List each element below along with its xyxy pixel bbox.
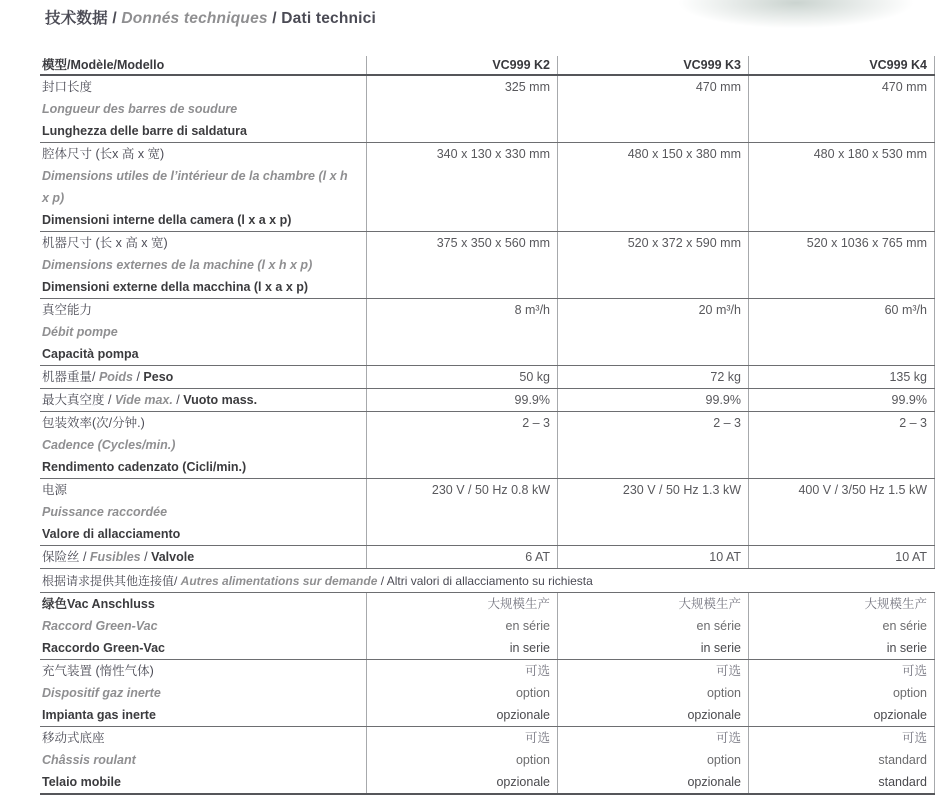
value-fr: option xyxy=(515,686,550,700)
value-text: 99.9% xyxy=(514,393,550,407)
value-fr: option xyxy=(706,686,741,700)
value-it: in serie xyxy=(509,641,550,655)
value-cell xyxy=(748,143,935,231)
value-zh: 可选 xyxy=(901,731,927,745)
value-text: 135 kg xyxy=(889,370,927,384)
label-part: Vuoto mass. xyxy=(183,393,258,407)
value-it: in serie xyxy=(886,641,927,655)
value-zh: 可选 xyxy=(715,731,741,745)
label-part: / xyxy=(140,550,152,564)
value-text: 8 m³/h xyxy=(514,303,550,317)
table-row xyxy=(40,389,935,412)
label-part: Peso xyxy=(143,370,174,384)
value-cell xyxy=(557,232,748,298)
value-cell xyxy=(748,232,935,298)
value-text: 2 – 3 xyxy=(713,416,741,430)
value-it: opzionale xyxy=(873,708,927,722)
value-zh: 大规模生产 xyxy=(678,597,741,611)
table-body xyxy=(40,76,935,795)
row-label-cell xyxy=(40,546,366,568)
value-cell xyxy=(366,232,557,298)
row-label-fr: Puissance raccordée xyxy=(42,505,168,519)
note-part: Altri valori di allacciamento su richiesta xyxy=(386,574,593,588)
value-cell xyxy=(366,389,557,411)
value-it: in serie xyxy=(700,641,741,655)
row-label-line xyxy=(42,547,358,567)
row-label-fr: Débit pompe xyxy=(42,325,118,339)
technical-data-table xyxy=(40,56,935,795)
row-label-zh: 电源 xyxy=(42,483,68,497)
row-label-cell xyxy=(40,366,366,388)
label-part: Poids xyxy=(98,370,133,384)
table-row xyxy=(40,593,935,660)
value-fr: option xyxy=(892,686,927,700)
value-fr: standard xyxy=(878,753,927,767)
value-fr: en série xyxy=(696,619,741,633)
value-text: 480 x 180 x 530 mm xyxy=(813,147,927,161)
value-text: 2 – 3 xyxy=(899,416,927,430)
value-text: 2 – 3 xyxy=(522,416,550,430)
value-cell xyxy=(557,727,748,793)
value-zh: 大规模生产 xyxy=(487,597,550,611)
table-row xyxy=(40,299,935,366)
value-cell xyxy=(557,143,748,231)
value-zh: 大规模生产 xyxy=(864,597,927,611)
value-text: 60 m³/h xyxy=(884,303,927,317)
note-part: / xyxy=(377,574,387,588)
table-row xyxy=(40,660,935,727)
value-cell xyxy=(366,660,557,726)
value-cell xyxy=(557,660,748,726)
row-label-it: Capacità pompa xyxy=(42,347,139,361)
row-label-zh: 绿色Vac Anschluss xyxy=(42,597,155,611)
row-label-it: Impianta gas inerte xyxy=(42,708,156,722)
value-text: 99.9% xyxy=(891,393,927,407)
label-part: 机器重量/ xyxy=(42,370,99,384)
value-cell xyxy=(557,389,748,411)
row-label-fr: Dimensions utiles de l’intérieur de la chambre (l x h x p) xyxy=(42,169,348,205)
row-label-zh: 封口长度 xyxy=(42,80,93,94)
value-cell xyxy=(557,479,748,545)
row-label-it: Rendimento cadenzato (Cicli/min.) xyxy=(42,460,247,474)
value-text: 6 AT xyxy=(525,550,550,564)
value-cell xyxy=(557,546,748,568)
value-text: 470 mm xyxy=(695,80,741,94)
page-title xyxy=(45,6,376,28)
value-cell xyxy=(366,366,557,388)
value-cell xyxy=(366,412,557,478)
value-cell xyxy=(366,546,557,568)
row-label-cell xyxy=(40,412,366,478)
row-label-zh: 包装效率(次/分钟.) xyxy=(42,416,145,430)
value-cell xyxy=(748,593,935,659)
table-row xyxy=(40,412,935,479)
row-label-cell xyxy=(40,299,366,365)
header-col-vc999-k3: VC999 K3 xyxy=(557,56,748,74)
label-part: Valvole xyxy=(151,550,195,564)
value-cell xyxy=(366,593,557,659)
table-header-row xyxy=(40,56,935,76)
value-cell xyxy=(748,660,935,726)
table-row xyxy=(40,76,935,143)
title-part: / xyxy=(107,10,122,27)
row-label-zh: 真空能力 xyxy=(42,303,93,317)
row-label-line xyxy=(42,367,358,387)
value-zh: 可选 xyxy=(524,731,550,745)
value-fr: en série xyxy=(882,619,927,633)
value-text: 520 x 372 x 590 mm xyxy=(627,236,741,250)
row-label-it: Dimensioni externe della macchina (l x a x p) xyxy=(42,280,309,294)
value-cell xyxy=(366,727,557,793)
value-text: 480 x 150 x 380 mm xyxy=(627,147,741,161)
value-cell xyxy=(557,593,748,659)
row-label-cell xyxy=(40,76,366,142)
title-part: Dati technici xyxy=(281,10,377,27)
value-text: 325 mm xyxy=(504,80,550,94)
value-cell xyxy=(748,389,935,411)
value-text: 375 x 350 x 560 mm xyxy=(436,236,550,250)
value-cell xyxy=(748,299,935,365)
row-label-fr: Châssis roulant xyxy=(42,753,136,767)
row-label-cell xyxy=(40,593,366,659)
row-label-fr: Cadence (Cycles/min.) xyxy=(42,438,176,452)
table-row xyxy=(40,546,935,569)
value-it: opzionale xyxy=(687,708,741,722)
value-cell xyxy=(748,76,935,142)
value-cell xyxy=(557,412,748,478)
row-label-cell xyxy=(40,143,366,231)
table-row xyxy=(40,727,935,795)
value-cell xyxy=(748,412,935,478)
value-fr: option xyxy=(515,753,550,767)
row-label-cell xyxy=(40,389,366,411)
value-cell xyxy=(557,299,748,365)
value-text: 20 m³/h xyxy=(698,303,741,317)
value-text: 520 x 1036 x 765 mm xyxy=(806,236,927,250)
label-part: 最大真空度 / xyxy=(42,393,115,407)
value-zh: 可选 xyxy=(901,664,927,678)
value-cell xyxy=(748,479,935,545)
row-label-cell xyxy=(40,479,366,545)
value-cell xyxy=(366,299,557,365)
row-label-it: Raccordo Green-Vac xyxy=(42,641,165,655)
row-label-fr: Longueur des barres de soudure xyxy=(42,102,238,116)
value-it: opzionale xyxy=(496,775,550,789)
table-row xyxy=(40,479,935,546)
row-label-fr: Dispositif gaz inerte xyxy=(42,686,161,700)
value-zh: 可选 xyxy=(524,664,550,678)
row-label-line xyxy=(42,390,358,410)
value-text: 50 kg xyxy=(519,370,550,384)
row-label-it: Telaio mobile xyxy=(42,775,121,789)
value-text: 10 AT xyxy=(709,550,741,564)
row-label-fr: Raccord Green-Vac xyxy=(42,619,158,633)
title-part: Donnés techniques xyxy=(121,10,268,27)
title-part: / xyxy=(267,10,282,27)
table-row xyxy=(40,366,935,389)
value-it: standard xyxy=(878,775,927,789)
value-text: 230 V / 50 Hz 0.8 kW xyxy=(431,483,550,497)
value-it: opzionale xyxy=(687,775,741,789)
value-text: 99.9% xyxy=(705,393,741,407)
header-col-vc999-k2: VC999 K2 xyxy=(366,56,557,74)
label-part: / xyxy=(133,370,144,384)
row-label-zh: 移动式底座 xyxy=(42,731,105,745)
value-cell xyxy=(366,76,557,142)
value-text: 400 V / 3/50 Hz 1.5 kW xyxy=(798,483,927,497)
value-text: 470 mm xyxy=(881,80,927,94)
value-cell xyxy=(748,546,935,568)
row-label-cell xyxy=(40,660,366,726)
title-part: 技术数据 xyxy=(45,10,108,27)
label-part: / xyxy=(172,393,184,407)
label-part: Fusibles xyxy=(89,550,141,564)
label-part: Vide max. xyxy=(114,393,173,407)
row-label-it: Valore di allacciamento xyxy=(42,527,181,541)
row-label-zh: 充气装置 (惰性气体) xyxy=(42,664,154,678)
value-cell xyxy=(748,727,935,793)
value-cell xyxy=(748,366,935,388)
value-text: 10 AT xyxy=(895,550,927,564)
row-label-zh: 机器尺寸 (长 x 高 x 宽) xyxy=(42,236,168,250)
note-part: 根据请求提供其他连接值/ xyxy=(42,574,181,588)
value-cell xyxy=(366,143,557,231)
header-col-vc999-k4: VC999 K4 xyxy=(748,56,935,74)
value-fr: en série xyxy=(505,619,550,633)
table-row xyxy=(40,232,935,299)
value-cell xyxy=(366,479,557,545)
value-fr: option xyxy=(706,753,741,767)
row-label-zh: 腔体尺寸 (长x 高 x 宽) xyxy=(42,147,165,161)
value-it: opzionale xyxy=(496,708,550,722)
table-row xyxy=(40,143,935,232)
row-label-cell xyxy=(40,727,366,793)
row-label-cell xyxy=(40,232,366,298)
row-label-it: Dimensioni interne della camera (l x a x p) xyxy=(42,213,292,227)
row-label-fr: Dimensions externes de la machine (l x h x p) xyxy=(42,258,313,272)
row-label-it: Lunghezza delle barre di saldatura xyxy=(42,124,247,138)
value-cell xyxy=(557,76,748,142)
value-zh: 可选 xyxy=(715,664,741,678)
value-text: 230 V / 50 Hz 1.3 kW xyxy=(622,483,741,497)
note-part: Autres alimentations sur demande xyxy=(180,574,378,588)
corner-gradient-decoration xyxy=(645,0,947,40)
value-cell xyxy=(557,366,748,388)
value-text: 340 x 130 x 330 mm xyxy=(436,147,550,161)
label-part: 保险丝 / xyxy=(42,550,90,564)
table-note-row xyxy=(40,569,935,593)
header-model-label: 模型/Modèle/Modello xyxy=(42,58,165,72)
value-text: 72 kg xyxy=(710,370,741,384)
